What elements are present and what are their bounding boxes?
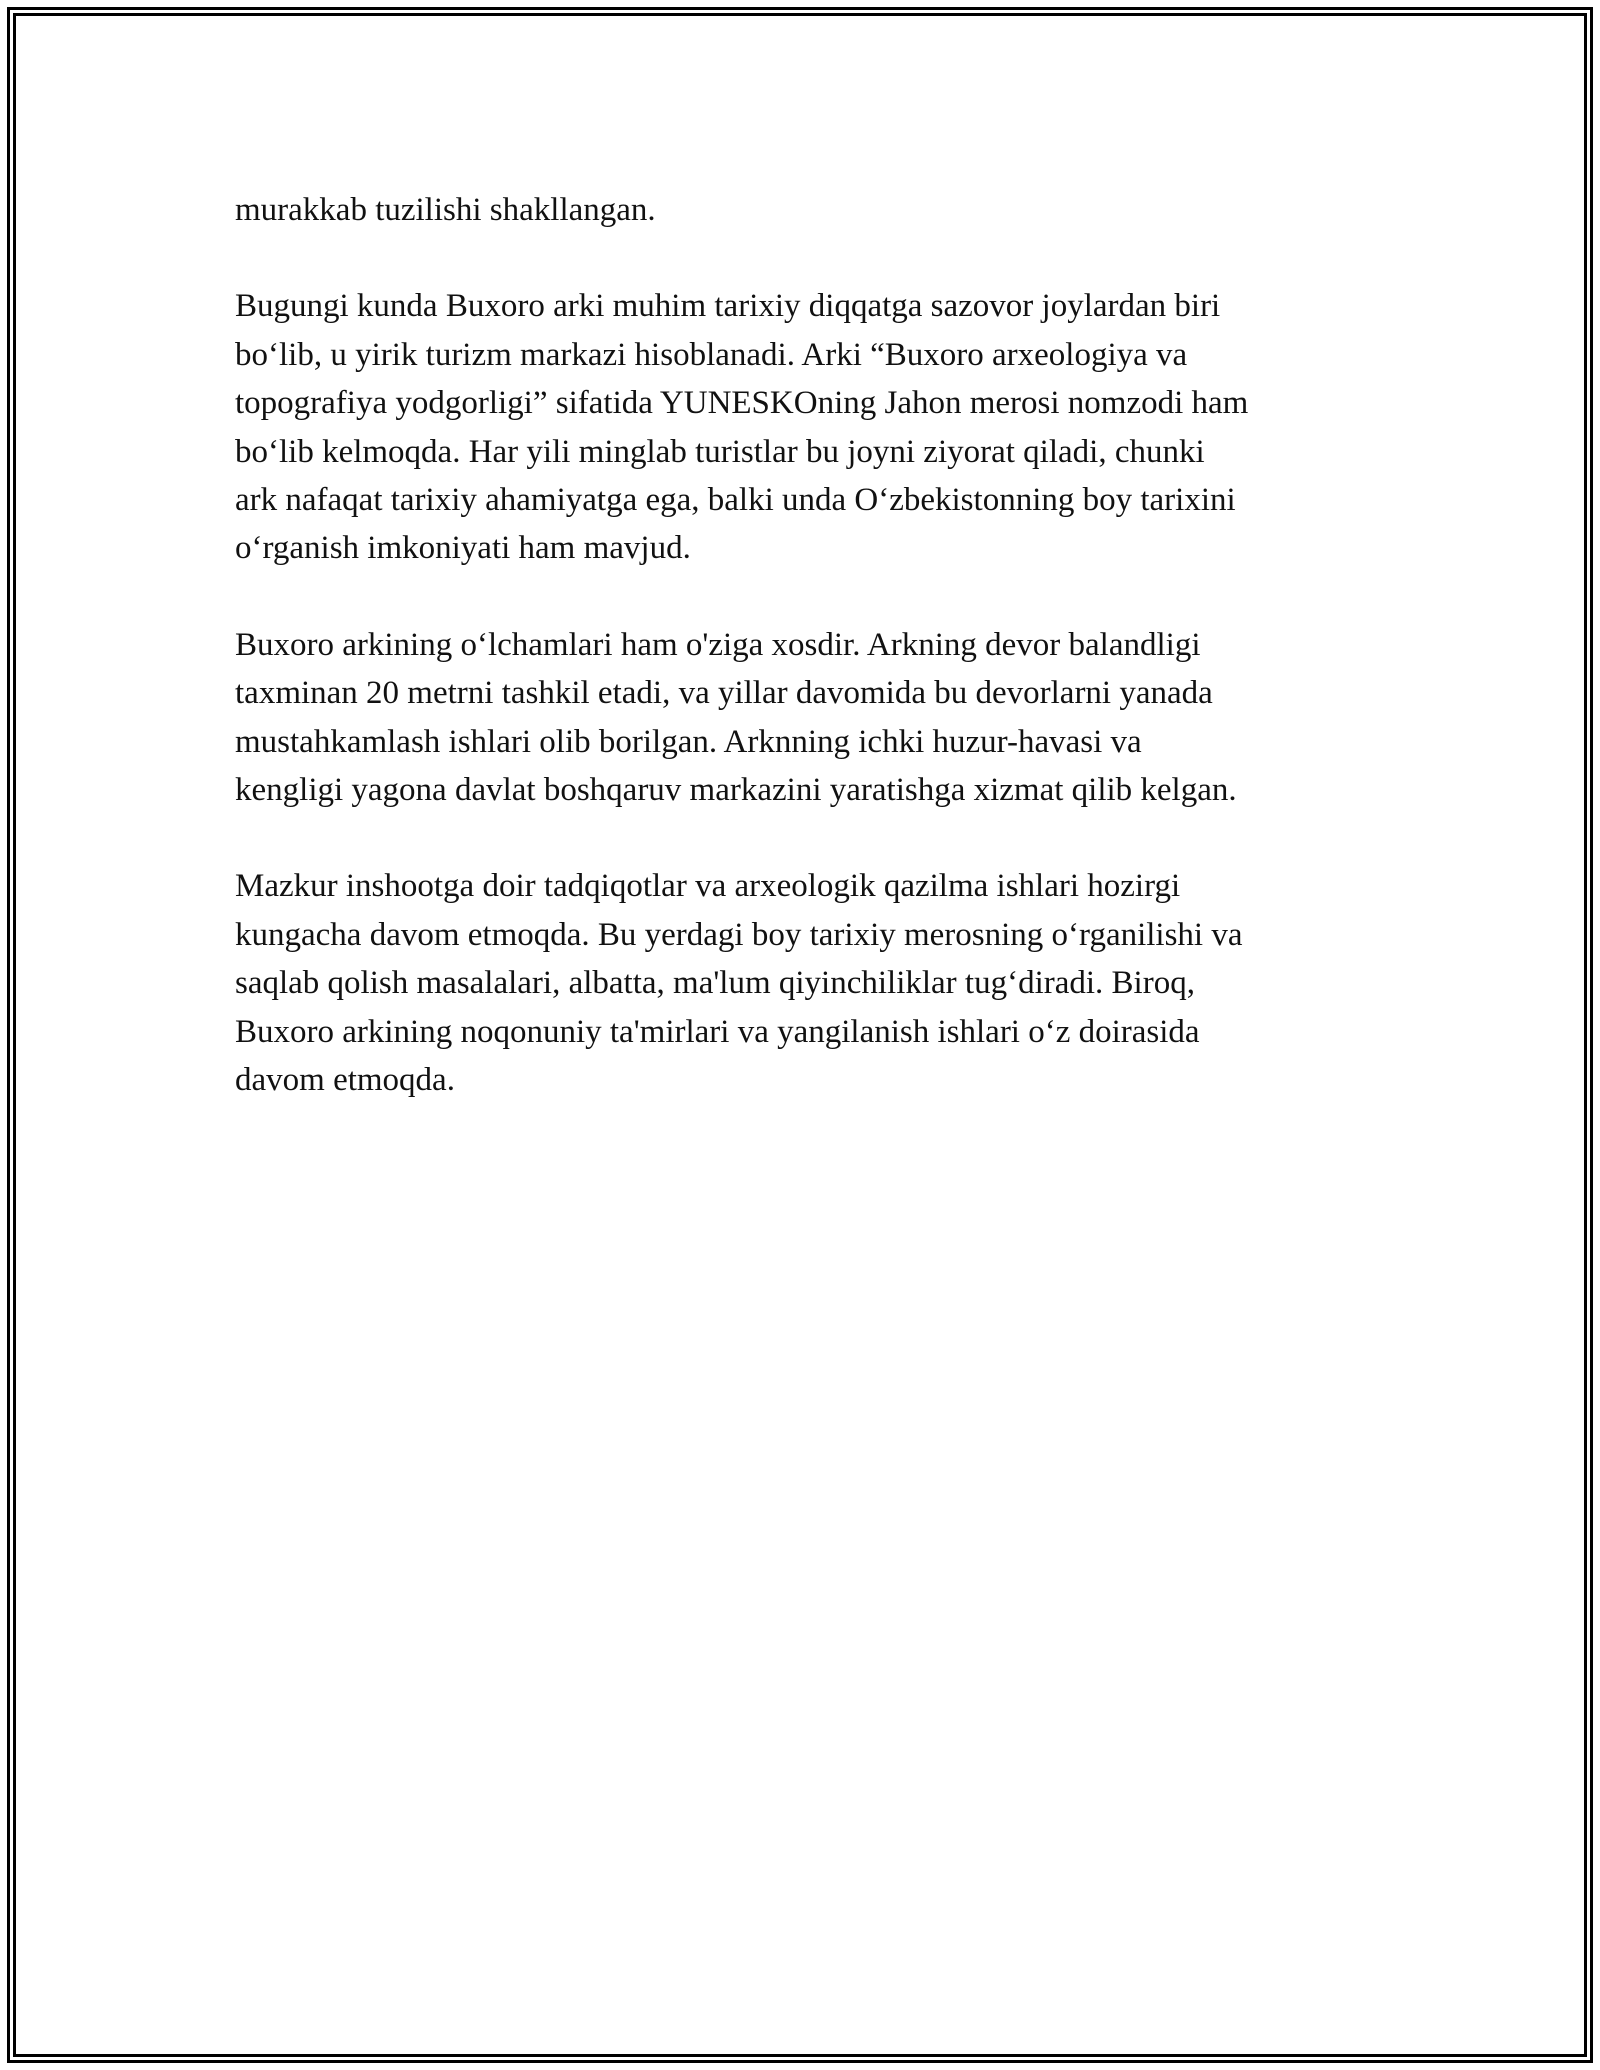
paragraph-continuation: murakkab tuzilishi shakllangan. <box>235 192 656 228</box>
paragraph-research: Mazkur inshootga doir tadqiqotlar va arxeologik qazilma ishlari hozirgi kungacha davom etmoqda. Bu yerdagi boy tarixiy merosning o‘rganilishi va saqlab qolish masalalari, albatta, ma'lum qiyinchiliklar tug‘diradi. Biroq, Buxoro arkining noqonuniy ta'mirlari va yangilanish ishlari o‘z doirasida davom etmoqda. <box>235 868 1243 1099</box>
paragraph-dimensions: Buxoro arkining o‘lchamlari ham o'ziga xosdir. Arkning devor balandligi taxminan 20 metrni tashkil etadi, va yillar davomida bu devorlarni yanada mustahkamlash ishlari olib borilgan. Arknning ichki huzur-havasi va kengligi yagona davlat boshqaruv markazini yaratishga xizmat qilib kelgan. <box>235 626 1237 809</box>
document-body <box>235 186 1375 1153</box>
paragraph-tourism: Bugungi kunda Buxoro arki muhim tarixiy diqqatga sazovor joylardan biri bo‘lib, u yirik turizm markazi hisoblanadi. Arki “Buxoro arxeologiya va topografiya yodgorligi” sifatida YUNESKOning Jahon merosi nomzodi ham bo‘lib kelmoqda. Har yili minglab turistlar bu joyni ziyorat qiladi, chunki ark nafaqat tarixiy ahamiyatga ega, balki unda O‘zbekistonning boy tarixini o‘rganish imkoniyati ham mavjud. <box>235 288 1249 567</box>
